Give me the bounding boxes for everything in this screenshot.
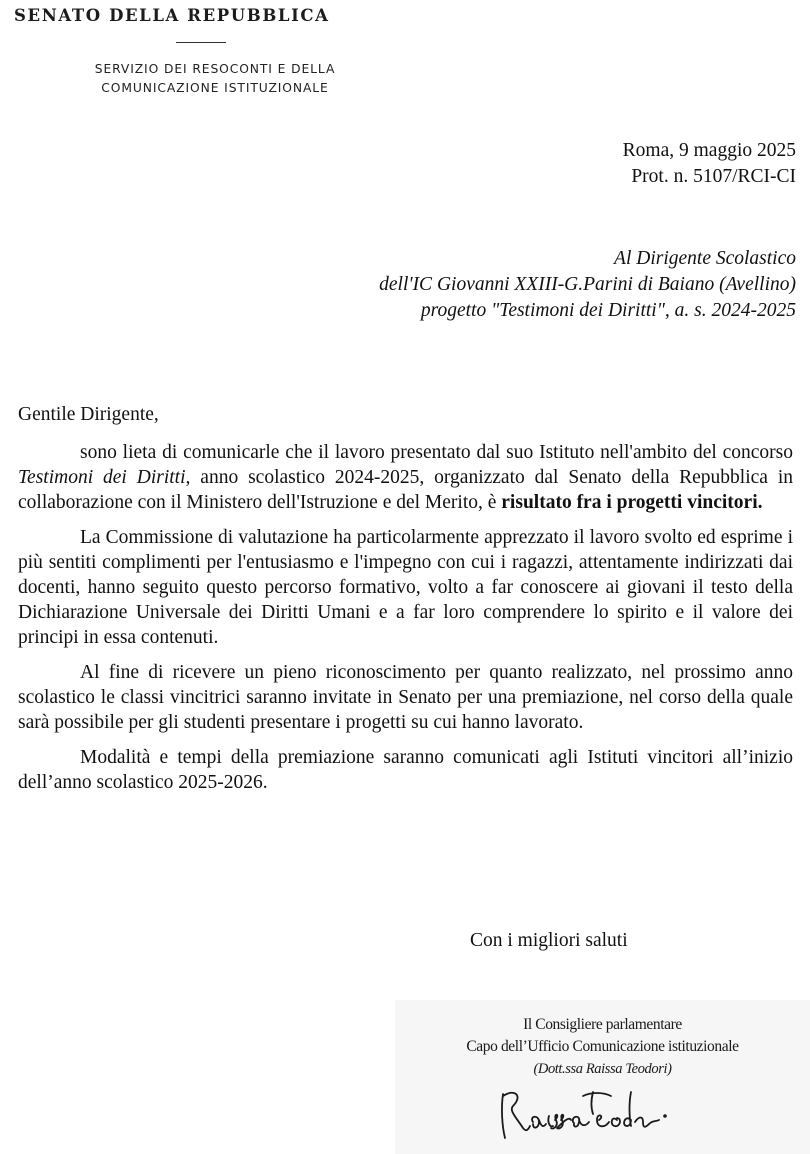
paragraph-2: La Commissione di valutazione ha particolarmente apprezzato il lavoro svolto ed esprime i più sentiti complimenti per l'entusiasmo e l'impegno con cui i ragazzi, attentamente indirizzati dai docenti, hanno seguito questo percorso formativo, volto a far conoscere ai giovani il testo della Dichiarazione Universale dei Diritti Umani e a far loro comprendere lo spirito e il valore dei principi in essa contenuti.: [18, 527, 793, 648]
signatory-title-1: Il Consigliere parlamentare: [523, 1016, 682, 1033]
paragraph-3: Al fine di ricevere un pieno riconoscimento per quanto realizzato, nel prossimo anno scolastico le classi vincitrici saranno invitate in Senato per una premiazione, nel corso della quale sarà possibile per gli studenti presentare i progetti su cui hanno lavorato.: [18, 662, 793, 733]
header-divider: [176, 42, 226, 43]
letter-meta: [623, 138, 796, 190]
service-line-2: COMUNICAZIONE ISTITUZIONALE: [101, 81, 329, 95]
institution-name: SENATO DELLA REPUBBLICA: [14, 6, 330, 25]
addressee-line-3: progetto "Testimoni dei Diritti", a. s. 2024-2025: [420, 300, 796, 321]
paragraph-1-text-a: sono lieta di comunicarle che il lavoro presentato dal suo Istituto nell'ambito del concorso: [80, 442, 793, 463]
place-date: Roma, 9 maggio 2025: [622, 140, 796, 161]
service-name: [20, 60, 410, 98]
letter-body: [18, 402, 793, 805]
signatory-name: (Dott.ssa Raissa Teodori): [533, 1061, 672, 1077]
paragraph-1-text-b: anno scolastico 2024-2025, organizzato dal Senato della Repubblica in collaborazione con il Ministero dell'Istruzione e del Merito, è: [18, 467, 793, 513]
protocol-number: Prot. n. 5107/RCI-CI: [631, 166, 796, 187]
addressee-line-1: Al Dirigente Scolastico: [614, 248, 796, 269]
signatory-details: [395, 1014, 810, 1080]
greeting: Gentile Dirigente,: [18, 404, 159, 425]
signature-block: [395, 1000, 810, 1154]
addressee-line-2: dell'IC Giovanni XXIII-G.Parini di Baiano (Avellino): [379, 274, 796, 295]
signatory-title-2: Capo dell’Ufficio Comunicazione istituzionale: [466, 1038, 739, 1055]
paragraph-4: Modalità e tempi della premiazione saranno comunicati agli Istituti vincitori all’inizio dell’anno scolastico 2025-2026.: [18, 747, 793, 793]
service-line-1: SERVIZIO DEI RESOCONTI E DELLA: [94, 62, 336, 76]
handwritten-signature: [493, 1086, 673, 1148]
paragraph-1: [18, 440, 793, 515]
contest-name: Testimoni dei Diritti,: [18, 467, 191, 488]
closing-salutation: Con i migliori saluti: [470, 930, 628, 951]
winner-statement: risultato fra i progetti vincitori.: [501, 492, 763, 513]
addressee-block: [196, 246, 796, 324]
